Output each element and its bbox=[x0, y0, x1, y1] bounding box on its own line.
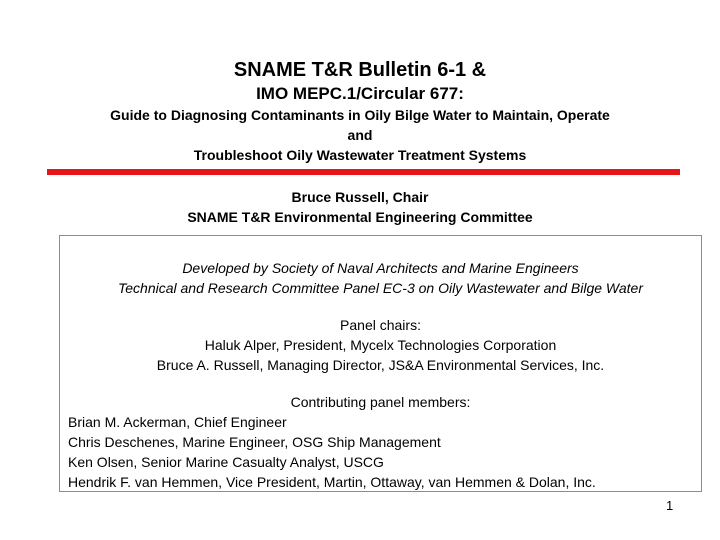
author-name: Bruce Russell, Chair bbox=[291, 189, 429, 205]
title-line-circular: IMO MEPC.1/Circular 677: bbox=[256, 84, 464, 103]
chair-item: Haluk Alper, President, Mycelx Technologies Corporation bbox=[204, 337, 557, 353]
developed-by-block bbox=[60, 258, 701, 298]
page-number: 1 bbox=[666, 498, 674, 513]
chair-item: Bruce A. Russell, Managing Director, JS&A Environmental Services, Inc. bbox=[156, 357, 605, 373]
member-item: Brian M. Ackerman, Chief Engineer bbox=[68, 414, 287, 430]
members-list bbox=[68, 412, 698, 492]
member-item: Ken Olsen, Senior Marine Casualty Analyst, USCG bbox=[68, 454, 384, 470]
member-item: Hendrik F. van Hemmen, Vice President, Martin, Ottaway, van Hemmen & Dolan, Inc. bbox=[68, 474, 596, 490]
panel-chairs-block bbox=[60, 315, 701, 375]
panel-info-box bbox=[59, 235, 702, 492]
author-committee: SNAME T&R Environmental Engineering Committee bbox=[187, 209, 533, 225]
title-line-bulletin: SNAME T&R Bulletin 6-1 & bbox=[233, 59, 487, 81]
member-item: Chris Deschenes, Marine Engineer, OSG Ship Management bbox=[68, 434, 441, 450]
members-heading: Contributing panel members: bbox=[290, 394, 471, 410]
slide-title bbox=[0, 57, 720, 165]
title-line-systems: Troubleshoot Oily Wastewater Treatment Systems bbox=[193, 147, 527, 163]
title-line-guide: Guide to Diagnosing Contaminants in Oily Bilge Water to Maintain, Operate bbox=[110, 107, 610, 123]
author-block bbox=[0, 187, 720, 227]
committee-panel-text: Technical and Research Committee Panel EC-3 on Oily Wastewater and Bilge Water bbox=[118, 280, 643, 296]
developed-by-text: Developed by Society of Naval Architects and Marine Engineers bbox=[182, 260, 579, 276]
chairs-heading: Panel chairs: bbox=[340, 317, 421, 333]
red-divider bbox=[47, 169, 680, 175]
title-line-and: and bbox=[347, 127, 373, 143]
